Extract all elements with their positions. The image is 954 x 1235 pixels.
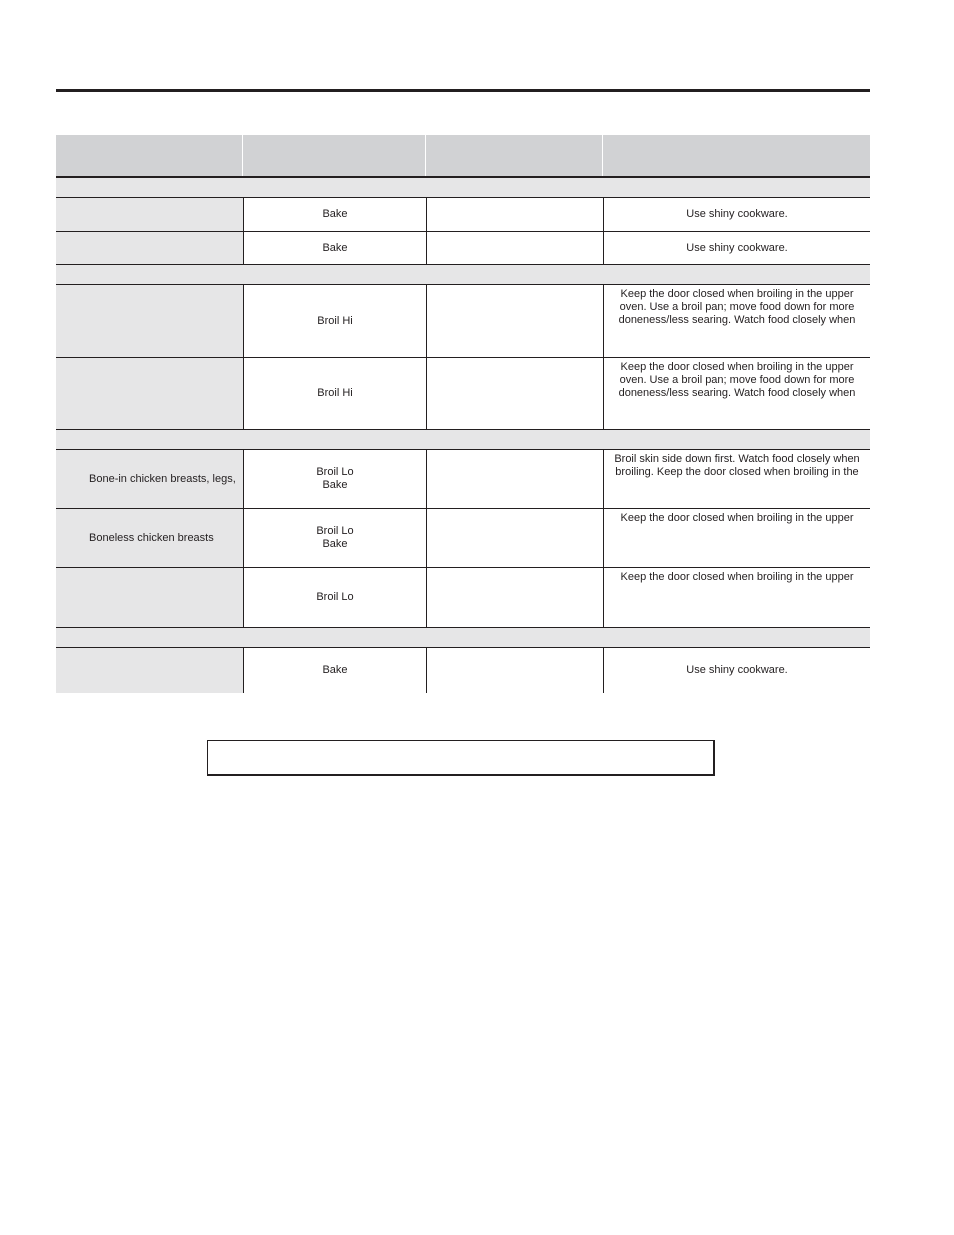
suggestions-cell (603, 232, 870, 264)
rack-position-cell (426, 509, 603, 567)
cook-mode-label: Broil Lo (316, 466, 354, 478)
cook-mode-cell (243, 568, 426, 627)
header-cell-mode (243, 135, 426, 176)
header-cell-food (56, 135, 243, 176)
suggestion-line: broiling. Keep the door closed when broiling in the (615, 466, 859, 478)
cooking-guide-table (56, 135, 870, 693)
suggestion-line: doneness/less searing. Watch food closely when (618, 314, 856, 326)
table-row (56, 509, 870, 568)
table-row (56, 568, 870, 628)
cook-mode-label: Bake (322, 664, 348, 676)
table-body (56, 178, 870, 693)
suggestion-line: Use shiny cookware. (686, 664, 788, 676)
cook-mode-cell (243, 509, 426, 567)
suggestion-line: oven. Use a broil pan; move food down for more (619, 301, 855, 313)
suggestion-line: Keep the door closed when broiling in the upper (620, 571, 854, 583)
table-row (56, 198, 870, 232)
note-box (207, 740, 715, 776)
table-row (56, 285, 870, 358)
suggestions-cell (603, 285, 870, 357)
suggestion-line: Keep the door closed when broiling in the upper (620, 361, 854, 373)
table-row (56, 358, 870, 430)
cook-mode-cell (243, 450, 426, 508)
cook-mode-label: Broil Hi (317, 314, 353, 327)
cook-mode-cell (243, 232, 426, 264)
cook-mode-cell (243, 358, 426, 429)
suggestions-cell (603, 648, 870, 693)
section-header-row (56, 178, 870, 198)
header-cell-rack (426, 135, 603, 176)
cook-mode-label: Bake (322, 479, 348, 491)
food-cell (56, 198, 243, 231)
suggestion-line: Use shiny cookware. (686, 241, 788, 254)
suggestions-cell (603, 198, 870, 231)
section-header-row (56, 265, 870, 285)
food-cell (56, 358, 243, 429)
food-cell (56, 285, 243, 357)
section-header-row (56, 628, 870, 648)
suggestion-line: Use shiny cookware. (686, 208, 788, 220)
suggestion-line: doneness/less searing. Watch food closely when (618, 387, 856, 399)
rack-position-cell (426, 232, 603, 264)
food-cell (56, 232, 243, 264)
rack-position-cell (426, 358, 603, 429)
table-row (56, 232, 870, 265)
rack-position-cell (426, 450, 603, 508)
table-row (56, 648, 870, 693)
top-rule (56, 89, 870, 92)
suggestions-cell (603, 450, 870, 508)
cook-mode-cell (243, 198, 426, 231)
suggestions-cell (603, 509, 870, 567)
table-header (56, 135, 870, 178)
rack-position-cell (426, 568, 603, 627)
suggestion-line: Keep the door closed when broiling in the upper (620, 512, 854, 524)
cook-mode-label: Broil Lo (316, 591, 354, 603)
cook-mode-cell (243, 648, 426, 693)
rack-position-cell (426, 285, 603, 357)
section-header-row (56, 430, 870, 450)
cook-mode-label: Bake (322, 208, 348, 220)
suggestions-cell (603, 568, 870, 627)
header-cell-notes (603, 135, 870, 176)
food-cell: Bone-in chicken breasts, legs, (56, 450, 243, 508)
food-cell (56, 648, 243, 693)
table-row (56, 450, 870, 509)
rack-position-cell (426, 198, 603, 231)
cook-mode-label: Broil Lo (316, 525, 354, 537)
suggestions-cell (603, 358, 870, 429)
food-cell (56, 568, 243, 627)
cook-mode-label: Bake (322, 538, 348, 550)
rack-position-cell (426, 648, 603, 693)
cook-mode-label: Broil Hi (317, 387, 353, 399)
suggestion-line: Broil skin side down first. Watch food closely when (614, 453, 860, 465)
suggestion-line: Keep the door closed when broiling in the upper (620, 288, 854, 300)
food-cell: Boneless chicken breasts (56, 509, 243, 567)
cook-mode-cell (243, 285, 426, 357)
suggestion-line: oven. Use a broil pan; move food down for more (619, 374, 855, 386)
cook-mode-label: Bake (322, 241, 348, 254)
